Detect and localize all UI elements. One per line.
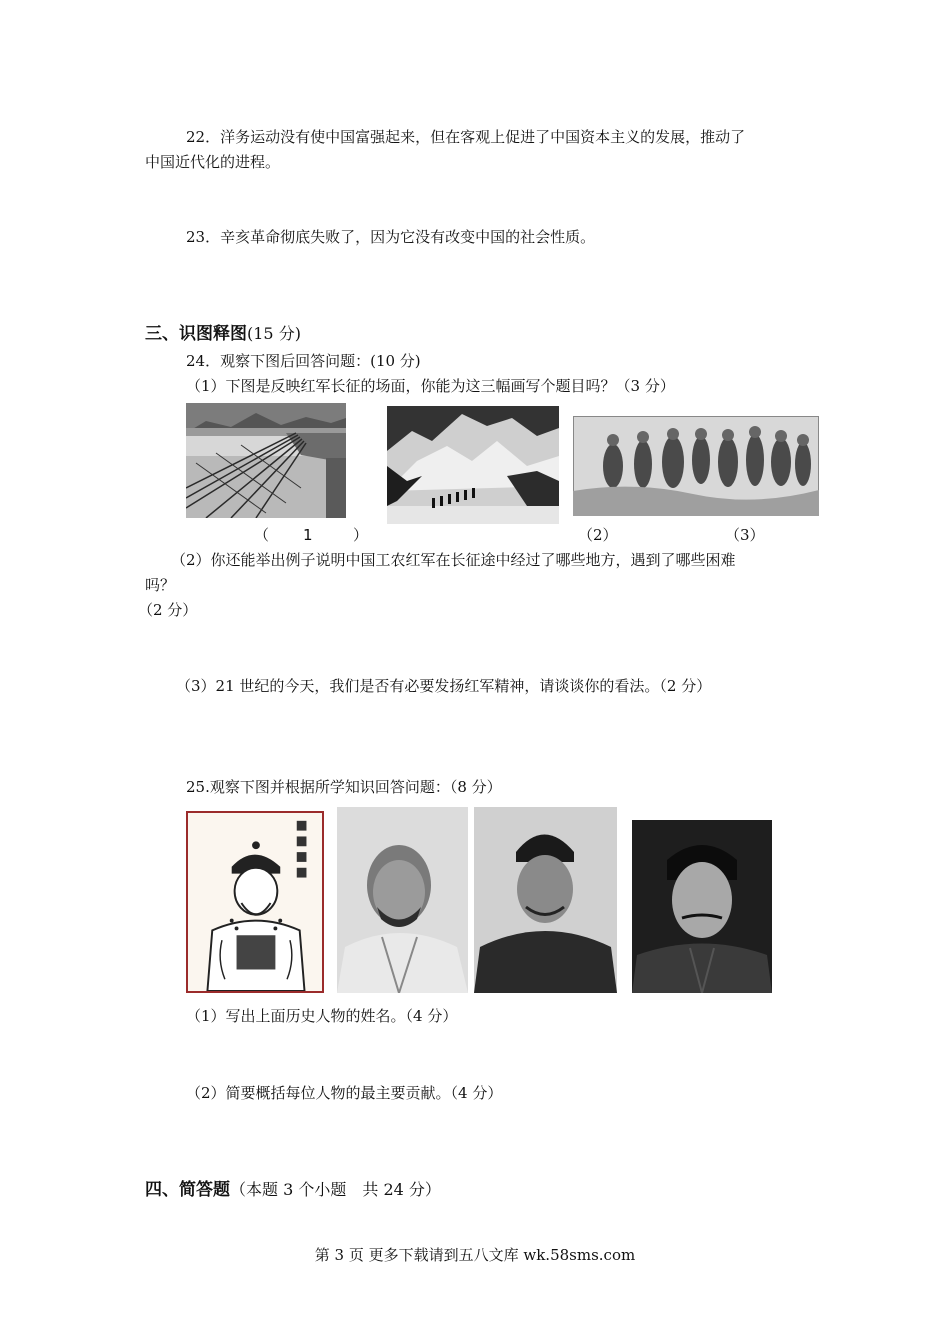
caption-1-number: 1 (303, 526, 313, 544)
section4-title: 四、简答题 (145, 1180, 230, 1200)
luding-bridge-photo (186, 403, 346, 518)
q25-p2: （2）简要概括每位人物的最主要贡献。（4 分） (186, 1084, 503, 1102)
caption-2: （2） (578, 526, 618, 544)
portrait-photo-4 (632, 820, 772, 993)
portrait-photo-3 (474, 807, 617, 993)
qing-official-drawing (186, 811, 324, 993)
portrait-photo-2 (337, 807, 468, 993)
q23-text: 23．辛亥革命彻底失败了，因为它没有改变中国的社会性质。 (186, 228, 596, 246)
q24-p2-score: （2 分） (138, 601, 198, 619)
section3-heading (145, 324, 301, 344)
q24-p1: （1）下图是反映红军长征的场面，你能为这三幅画写个题目吗？（3 分） (186, 377, 675, 395)
q22-line1: 22．洋务运动没有使中国富强起来，但在客观上促进了中国资本主义的发展，推动了 (186, 128, 746, 146)
q25-p1: （1）写出上面历史人物的姓名。（4 分） (186, 1007, 458, 1025)
grassland-march-drawing (573, 416, 819, 516)
q22-line2: 中国近代化的进程。 (145, 153, 281, 171)
caption-1-open: （ (254, 526, 270, 544)
section3-title: 三、识图释图 (145, 324, 247, 344)
caption-3: （3） (725, 526, 765, 544)
q24-p3: （3）21 世纪的今天，我们是否有必要发扬红军精神，请谈谈你的看法。（2 分） (176, 677, 712, 695)
section3-score: (15 分) (247, 324, 301, 343)
page-footer: 第 3 页 更多下载请到五八文库 wk.58sms.com (314, 1246, 636, 1264)
snow-mountain-photo (387, 406, 559, 524)
q24-intro: 24．观察下图后回答问题：(10 分) (186, 352, 421, 370)
q24-p2-line1: （2）你还能举出例子说明中国工农红军在长征途中经过了哪些地方，遇到了哪些困难 (171, 551, 736, 569)
q24-p2-line2: 吗？ (145, 576, 176, 594)
caption-1-close: ） (353, 526, 369, 544)
section4-heading (145, 1180, 441, 1200)
q25-intro: 25.观察下图并根据所学知识回答问题：（8 分） (186, 778, 502, 796)
section4-sub: （本题 3 个小题 共 24 分） (230, 1180, 441, 1199)
